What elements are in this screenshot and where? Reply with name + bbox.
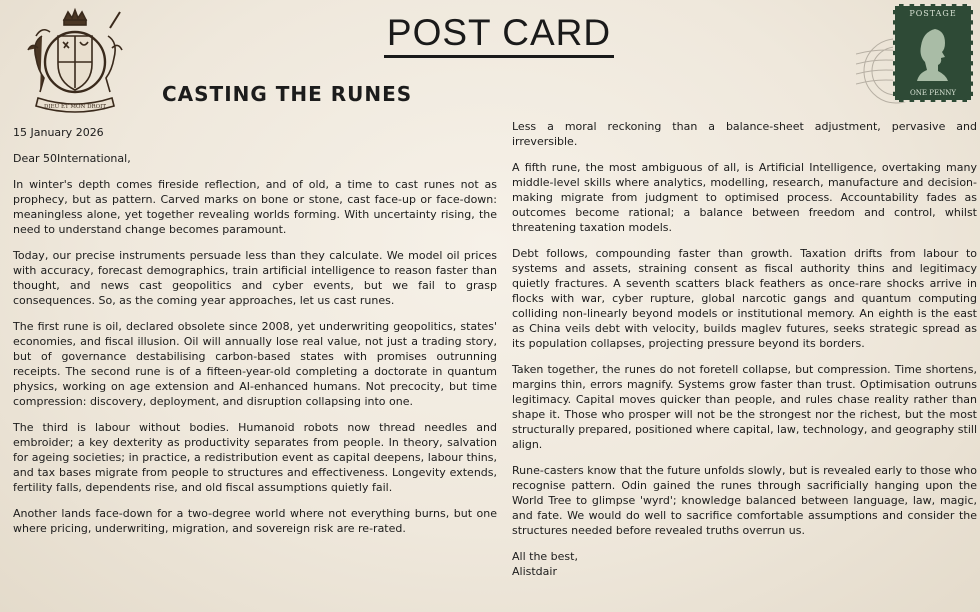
- stamp-bottom-label: ONE PENNY: [910, 89, 956, 97]
- letter-salutation: Dear 50International,: [13, 152, 131, 165]
- letter-paragraph: The third is labour without bodies. Humanoid robots now thread needles and embroider; a key dexterity as productivity separates from people. In theory, salvation for ageing societies; in practice, a redistribution event as capital deepens, labour thins, and tax bases migrate from people to structures and effectiveness. Longevity extends, fertility falls, dependents rise, and old fiscal assumptions quietly fail.: [13, 421, 497, 494]
- letter-signature: Alistdair: [512, 565, 557, 578]
- letter-paragraph: Taken together, the runes do not foretell collapse, but compression. Time shortens, margins thin, errors magnify. Systems grow faster than trust. Optimisation outruns legitimacy. Capital moves quicker than people, and rules chase reality rather than shape it. Those who prosper will not be the strongest nor the richest, but the most structurally prepared, positioned where capital, law, technology, and geography still align.: [512, 363, 978, 451]
- letter-date: 15 January 2026: [13, 126, 104, 139]
- crest-motto: DIEU ET MON DROIT: [43, 104, 107, 110]
- royal-crest-icon: [22, 6, 128, 118]
- title-underline: [384, 55, 614, 58]
- letter-right-column: [512, 119, 977, 579]
- postcard-title: POST CARD: [386, 12, 612, 53]
- letter-paragraph: A fifth rune, the most ambiguous of all, is Artificial Intelligence, overtaking many middle-level skills where analytics, modelling, research, manufacture and decision-making migrate from judgment to optimised process. Accountability fades as outcomes become rational; a balance between freedom and control, whilst threatening taxation models.: [512, 161, 977, 234]
- postage-stamp: [893, 4, 973, 102]
- letter-heading: CASTING THE RUNES: [162, 82, 413, 106]
- letter-paragraph: Today, our precise instruments persuade less than they calculate. We model oil prices with accuracy, forecast demographics, train artificial intelligence to reason faster than thought, and news cast geopolitics and cyber events, but we fail to grasp consequences. So, as the coming year approaches, let us cast runes.: [13, 249, 497, 307]
- letter-left-column: [13, 125, 497, 536]
- letter-paragraph: In winter's depth comes fireside reflection, and of old, a time to cast runes not as prophecy, but as pattern. Carved marks on bone or stone, cast face-up or face-down: meaningless alone, yet together revealing worlds forming. With uncertainty rising, the need to understand change becomes paramount.: [13, 178, 497, 236]
- letter-paragraph: Less a moral reckoning than a balance-sheet adjustment, pervasive and irreversible.: [512, 120, 977, 148]
- letter-signoff: All the best,: [512, 550, 578, 563]
- letter-paragraph: Rune-casters know that the future unfolds slowly, but is revealed early to those who recognise pattern. Odin gained the runes through sacrificially hanging upon the World Tree to glimpse 'wyrd'; knowledge balanced between language, law, magic, and fate. We would do well to sacrifice comfortable assumptions and consider the structures needed before revealed truths overrun us.: [512, 464, 977, 537]
- queen-profile-icon: [913, 23, 953, 81]
- letter-paragraph: The first rune is oil, declared obsolete since 2008, yet underwriting geopolitics, states' economies, and fiscal illusion. Oil will annually lose real value, not just a trading story, but of governance destabilising carbon-based states with promises outrunning receipts. The second rune is of a fifteen-year-old completing a doctorate in quantum physics, working on age extension and AI-enhanced humans. Not precocity, but time compression: discovery, deployment, and disruption collapsing into one.: [13, 320, 497, 408]
- letter-paragraph: Another lands face-down for a two-degree world where not everything burns, but one where pricing, underwriting, migration, and sovereign risk are re-rated.: [13, 507, 497, 535]
- letter-paragraph: Debt follows, compounding faster than growth. Taxation drifts from labour to systems and assets, straining consent as fiscal authority thins and legitimacy quietly fractures. A seventh scatters black feathers as once-rare shocks arrive in flocks with war, cyber rupture, global narcotic gangs and quantum computing colliding non-linearly beyond models or institutional memory. An eighth is the east as China veils debt with velocity, builds maglev futures, seeks strategic spread as its population collapses, projecting pressure beyond its borders.: [512, 247, 977, 350]
- stamp-top-label: POSTAGE: [909, 9, 957, 18]
